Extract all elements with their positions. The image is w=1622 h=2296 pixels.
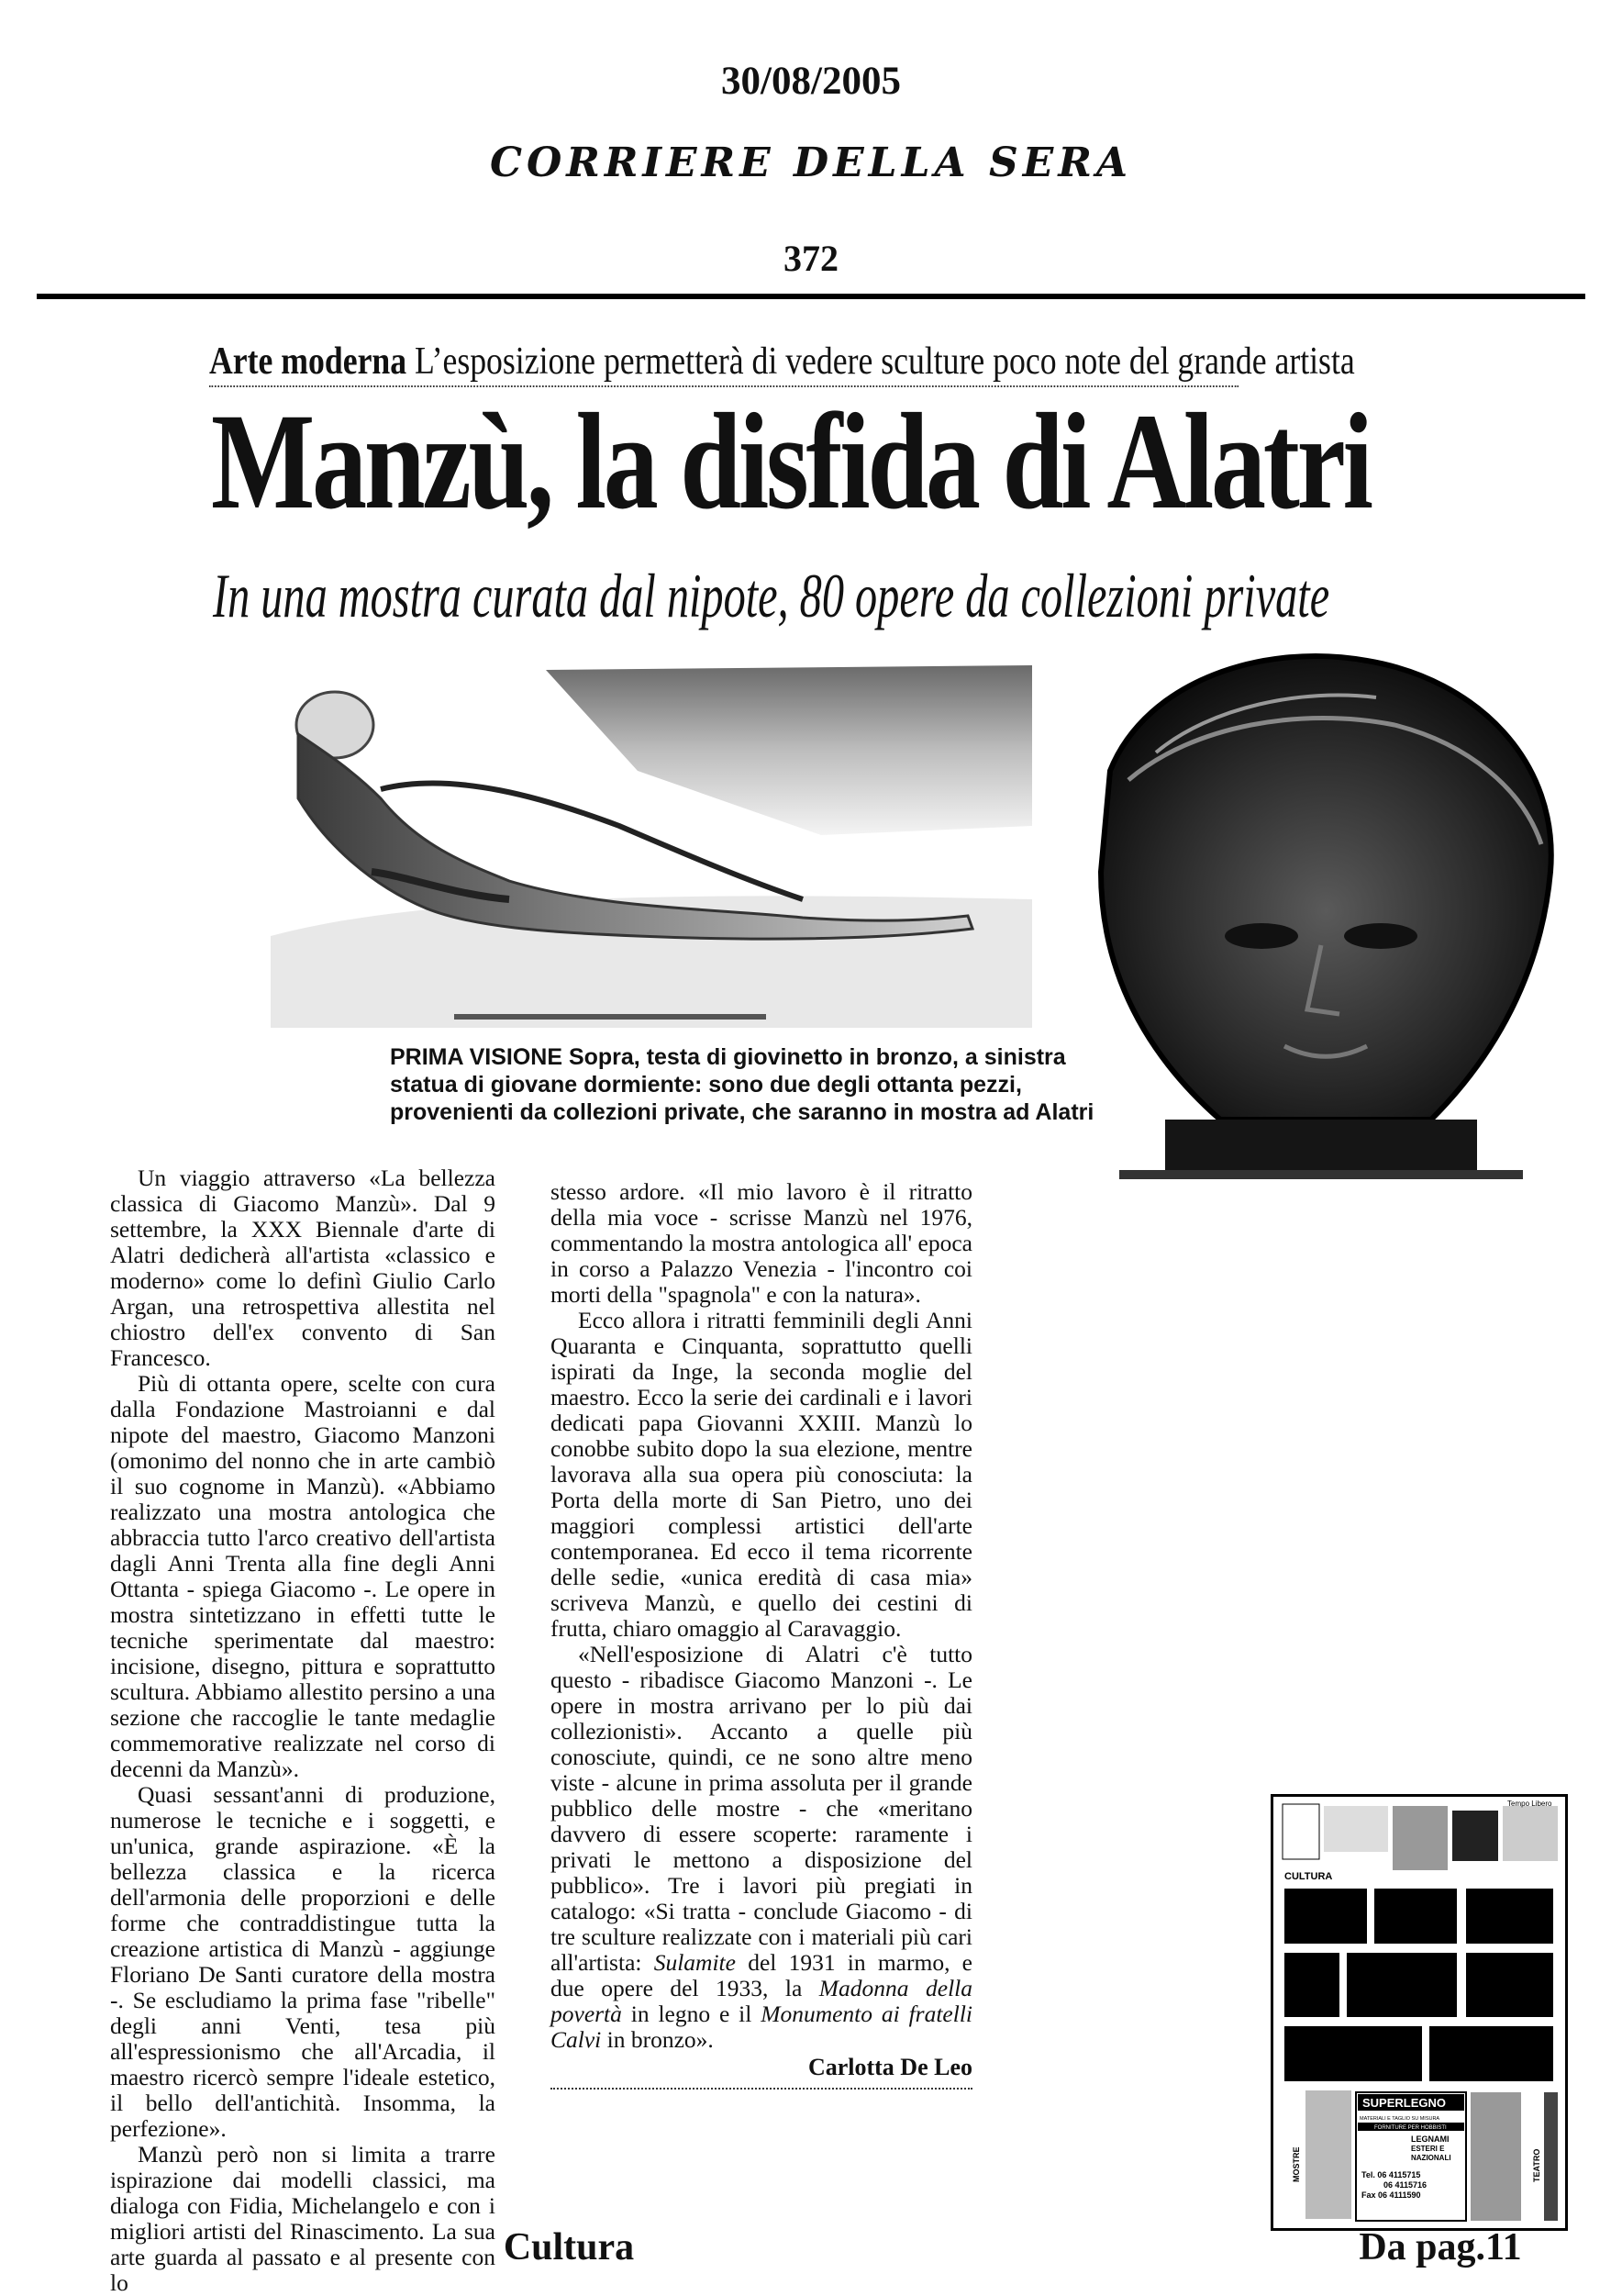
section-label: Cultura [503, 2226, 635, 2268]
kicker-text: L’esposizione permetterà di vedere sculture poco note del grande artista [415, 340, 1355, 383]
photo-caption [390, 1043, 1096, 1126]
thumb-sezione: CULTURA [1284, 1871, 1333, 1882]
paragraph: Ecco allora i ritratti femminili degli Anni Quaranta e Cinquanta, soprattutto quelli ispirati da Inge, la seconda moglie del maestro. Ecco la serie dei cardinali e i lavori dedicati papa Giovanni XXIII. Manzù lo conobbe subito dopo la sua elezione, mentre lavorava alla sua opera più conosciuta: la Porta della morte di San Pietro, uno dei maggiori complessi artistici dell'arte contemporanea. Ed ecco il tema ricorrente delle sedie, «unica eredità di casa mia» scriveva Manzù, e quello dei cestini di frutta, chiaro omaggio al Caravaggio. [550, 1307, 972, 1642]
clipping-date: 30/08/2005 [721, 60, 901, 103]
thumb-tel1: Tel. 06 4115715 [1361, 2170, 1421, 2179]
paragraph-text: in legno e il [621, 2001, 761, 2027]
page-thumbnail [1271, 1794, 1568, 2231]
thumb-mostre: MOSTRE [1292, 2146, 1301, 2182]
paragraph-text: del 1931 in marmo, e due opere del 1933, la [550, 1949, 972, 2001]
header-divider [37, 294, 1585, 299]
caption-title: PRIMA VISIONE [390, 1044, 562, 1070]
author-signature: Carlotta De Leo [807, 2054, 972, 2080]
thumb-ad-esteri: ESTERI E [1411, 2145, 1445, 2153]
kicker-section: Arte moderna [209, 340, 407, 383]
paragraph: Un viaggio attraverso «La bellezza classica di Giacomo Manzù». Dal 9 settembre, la XXX Biennale d'arte di Alatri dedicherà all'artista «classico e moderno» come lo definì Giulio Carlo Argan, una retrospettiva allestita nel chiostro dell'ex convento di San Francesco. [110, 1165, 495, 1371]
caption-text: Sopra, testa di giovinetto in bronzo, a sinistra statua di giovane dormiente: sono due degli ottanta pezzi, provenienti da collezioni private, che saranno in mostra ad Alatri [390, 1044, 1094, 1125]
thumb-ad-line: MATERIALI E TAGLIO SU MISURA [1360, 2116, 1440, 2122]
work-title: Sulamite [653, 1949, 736, 1976]
paragraph: Quasi sessant'anni di produzione, numerose le tecniche e i soggetti, e un'unica, grande aspirazione. «È la bellezza classica e la ricerca dell'armonia delle proporzioni e delle forme che contraddistingue tutta la creazione artistica di Manzù - aggiunge Floriano De Santi curatore della mostra -. Se escludiamo la prima fase "ribelle" degli anni Venti, tesa più all'espressionismo che all'Arcadia, il maestro ricercò sempre l'ideale estetico, il bello dell'antichità. Insomma, la perfezione». [110, 1781, 495, 2142]
thumb-tel2: 06 4115716 [1383, 2180, 1428, 2190]
signature-divider [550, 2088, 972, 2090]
thumb-corner-label: Tempo Libero [1507, 1800, 1552, 1808]
thumb-ad-sub: FORNITURE PER HOBBISTI [1374, 2125, 1447, 2131]
from-page-label: Da pag.11 [1359, 2226, 1522, 2268]
thumb-ad-nazionali: NAZIONALI [1411, 2154, 1451, 2162]
paragraph: Manzù però non si limita a trarre ispirazione dai modelli classici, ma dialoga con Fidia, Michelangelo e con i migliori artisti del Rinascimento. La sua arte guarda al passato e al presente con lo [110, 2141, 495, 2296]
article-headline: Manzù, la disfida di Alatri [211, 385, 1371, 538]
article-subheadline: In una mostra curata dal nipote, 80 opere da collezioni private [213, 561, 1330, 630]
page-number: 372 [783, 238, 839, 279]
work-title: Monumento ai fratelli Calvi [550, 2001, 972, 2053]
thumb-fax: Fax 06 4111590 [1361, 2190, 1421, 2200]
article-column-2 [550, 1179, 972, 2090]
paragraph: Più di ottanta opere, scelte con cura dalla Fondazione Mastroianni e dal nipote del maestro, Giacomo Manzoni (omonimo del nonno che in arte cambiò il suo cognome in Manzù). «Abbiamo realizzato una mostra antologica che abbraccia tutto l'arco creativo dell'artista dagli Anni Trenta alla fine degli Anni Ottanta - spiega Giacomo -. Le opere in mostra sintetizzano in effetti tutte le tecniche sperimentate dal maestro: incisione, disegno, pittura e soprattutto scultura. Abbiamo allestito persino a una sezione che raccoglie le tante medaglie commemorative realizzate nel corso di decenni da Manzù». [110, 1370, 495, 1782]
paragraph-text: «Nell'esposizione di Alatri c'è tutto questo - ribadisce Giacomo Manzoni -. Le opere in mostra arrivano per lo più dai collezionisti». Accanto a quelle più conosciute, quindi, ce ne sono altre meno viste - alcune in prima assoluta per il grande pubblico delle mostre - che «meritano davvero di essere scoperte: raramente i privati le mettono a disposizione del pubblico». Tre i lavori più pregiati in catalogo: «Si tratta - conclude Giacomo - di tre sculture realizzate con i materiali più cari all'artista: [550, 1641, 972, 1976]
article-column-1 [110, 1165, 495, 2296]
sleeping-youth-statue-photo [271, 661, 1032, 1028]
paragraph [550, 1642, 972, 2053]
newspaper-name: CORRIERE DELLA SERA [489, 139, 1133, 186]
thumb-ad-brand: SUPERLEGNO [1362, 2096, 1447, 2110]
thumb-teatro: TEATRO [1532, 2148, 1541, 2182]
thumb-ad-legnami: LEGNAMI [1411, 2134, 1450, 2144]
paragraph-text: in bronzo». [601, 2026, 714, 2053]
paragraph: stesso ardore. «Il mio lavoro è il ritratto della mia voce - scrisse Manzù nel 1976, commentando la mostra antologica all' epoca in corso a Palazzo Venezia - l'incontro coi morti della "spagnola" e con la natura». [550, 1178, 972, 1308]
article-kicker [209, 340, 1355, 387]
bronze-youth-head-photo [1064, 642, 1578, 1184]
work-title: Madonna della povertà [550, 1975, 972, 2027]
